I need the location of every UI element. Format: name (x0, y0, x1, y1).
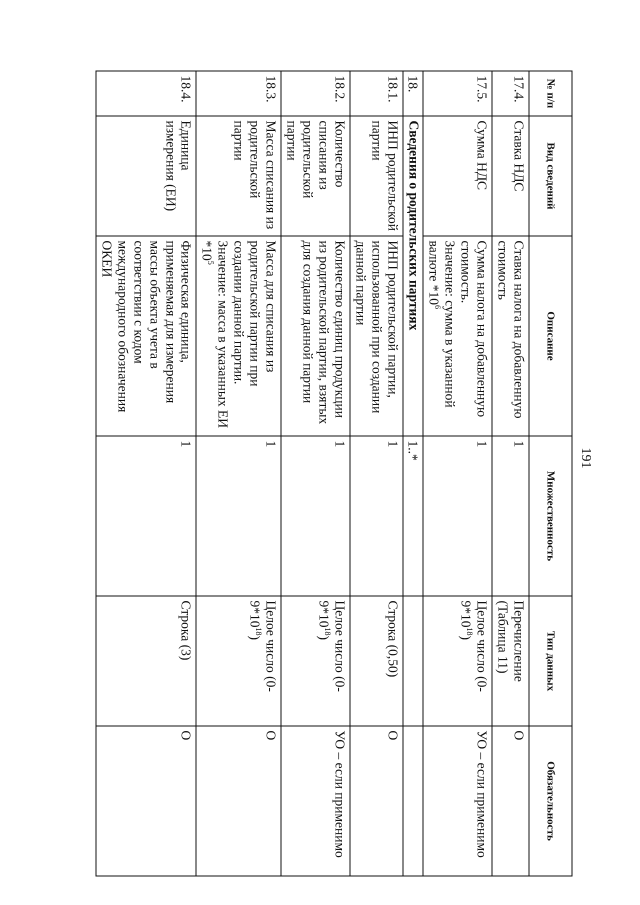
row-name: Масса списания из родительской партии (196, 116, 281, 236)
table-row (492, 71, 529, 876)
type-suffix: ) (458, 635, 474, 640)
type-exponent: 18 (322, 627, 332, 636)
row-number: 17.5. (423, 71, 492, 116)
row-description: Физическая единица, применяемая для измерения массы объекта учета в соответствии с кодом международного обозначения ОКЕИ (95, 236, 196, 436)
type-suffix: ) (315, 635, 331, 640)
description-main: Масса для списания из родительской партии при создании данной партии. (231, 240, 279, 387)
description-exponent: 6 (432, 304, 442, 309)
header-kind: Вид сведений (529, 116, 572, 236)
description-exponent: 5 (205, 260, 215, 265)
row-data-type: Перечисление (Таблица 11) (492, 596, 529, 726)
header-number: № п/п (529, 71, 572, 116)
section-empty-type (402, 596, 423, 726)
row-mandatory: О (349, 726, 402, 876)
rotated-table-container (98, 71, 572, 876)
type-suffix: ) (247, 635, 263, 640)
table-row (196, 71, 281, 876)
row-mandatory: О (95, 726, 196, 876)
row-description (423, 236, 492, 436)
row-mandatory: О (492, 726, 529, 876)
row-name: Единица измерения (ЕИ) (95, 116, 196, 236)
row-name: Сумма НДС (423, 116, 492, 236)
row-mandatory: УО – если применимо (423, 726, 492, 876)
table-header-row (529, 71, 572, 876)
page-number: 191 (578, 447, 593, 469)
row-description (196, 236, 281, 436)
row-number: 17.4. (492, 71, 529, 116)
row-data-type: Строка (0,50) (349, 596, 402, 726)
section-number: 18. (402, 71, 423, 116)
row-name: Количество списания из родительской партии (281, 116, 350, 236)
row-number: 18.3. (196, 71, 281, 116)
type-prefix: Целое число (0-9*10 (315, 600, 347, 692)
row-number: 18.4. (95, 71, 196, 116)
section-multiplicity: 1..* (402, 436, 423, 596)
description-main: Сумма налога на добавленную стоимость. (458, 240, 490, 418)
data-table (95, 71, 572, 877)
table-row (423, 71, 492, 876)
row-data-type: Строка (3) (95, 596, 196, 726)
header-data-type: Тип данных (529, 596, 572, 726)
row-multiplicity: 1 (349, 436, 402, 596)
header-description: Описание (529, 236, 572, 436)
table-row (95, 71, 196, 876)
section-empty-mandatory (402, 726, 423, 876)
table-row (281, 71, 350, 876)
section-title: Сведения о родительских партиях (402, 116, 423, 436)
row-data-type (196, 596, 281, 726)
row-number: 18.1. (349, 71, 402, 116)
row-multiplicity: 1 (196, 436, 281, 596)
row-name: Ставка НДС (492, 116, 529, 236)
row-number: 18.2. (281, 71, 350, 116)
type-exponent: 18 (464, 627, 474, 636)
row-description: Ставка налога на добавленную стоимость (492, 236, 529, 436)
row-description: ИНП родительской партии, использованной при создании данной партии (349, 236, 402, 436)
row-data-type (423, 596, 492, 726)
row-multiplicity: 1 (492, 436, 529, 596)
header-mandatory: Обязательность (529, 726, 572, 876)
row-description: Количество единиц продукции из родительской партии, взятых для создания данной партии (281, 236, 350, 436)
section-row (402, 71, 423, 876)
type-prefix: Целое число (0-9*10 (247, 600, 279, 692)
type-prefix: Целое число (0-9*10 (458, 600, 490, 692)
table-row (349, 71, 402, 876)
row-mandatory: УО – если применимо (281, 726, 350, 876)
row-multiplicity: 1 (281, 436, 350, 596)
row-mandatory: О (196, 726, 281, 876)
row-multiplicity: 1 (95, 436, 196, 596)
description-value: Значение: масса в указанных ЕИ *10 (199, 240, 231, 429)
row-multiplicity: 1 (423, 436, 492, 596)
row-name: ИНП родительской партии (349, 116, 402, 236)
description-value: Значение: сумма в указанной валюте *10 (426, 240, 458, 408)
type-exponent: 18 (253, 627, 263, 636)
header-multiplicity: Множественность (529, 436, 572, 596)
row-data-type (281, 596, 350, 726)
